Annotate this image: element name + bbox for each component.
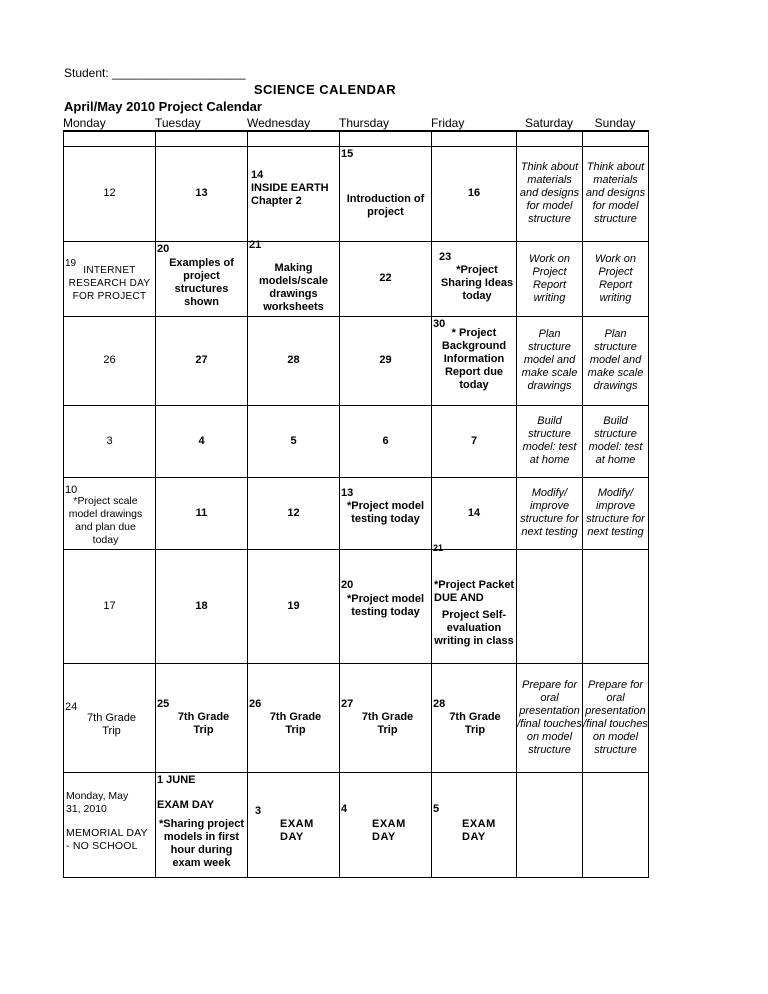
day-cell: 21 Making models/scale drawings worksheets	[248, 241, 340, 316]
day-cell: 26	[64, 316, 156, 405]
day-cell: 14 INSIDE EARTH Chapter 2	[248, 146, 340, 241]
weekend-note	[583, 772, 649, 877]
day-cell: 16	[432, 146, 517, 241]
weekend-note: Modify/ improve structure for next testing	[517, 477, 583, 549]
weekend-note	[583, 549, 649, 663]
weekend-note: Prepare for oral presentation /final touches on model structure	[517, 663, 583, 772]
weekend-note: Build structure model: test at home	[517, 405, 583, 477]
day-note: Examples of project structures shown	[169, 256, 234, 308]
day-note-2: MEMORIAL DAY - NO SCHOOL	[66, 826, 148, 852]
page-title: SCIENCE CALENDAR	[253, 82, 397, 97]
day-cell: 30 * Project Background Information Report due today	[432, 316, 517, 405]
day-cell: 28	[248, 316, 340, 405]
weekend-note: Think about materials and designs for model structure	[583, 146, 649, 241]
weekend-note: Plan structure model and make scale drawings	[583, 316, 649, 405]
calendar-grid	[63, 130, 649, 878]
day-cell: 7	[432, 405, 517, 477]
day-cell: 27	[156, 316, 248, 405]
day-cell: 23 *Project Sharing Ideas today	[432, 241, 517, 316]
student-name-line: Student: ____________________	[64, 66, 246, 80]
weekend-note	[517, 549, 583, 663]
day-note: INSIDE EARTH Chapter 2	[251, 181, 329, 207]
calendar-week-row	[64, 549, 649, 663]
day-note: Introduction of project	[346, 192, 425, 218]
day-note: * Project Background Information Report due today	[441, 326, 507, 391]
day-cell: 26 7th Grade Trip	[248, 663, 340, 772]
calendar-week-row	[64, 146, 649, 241]
day-cell: 18	[156, 549, 248, 663]
day-cell: 19	[248, 549, 340, 663]
day-cell: 20 Examples of project structures shown	[156, 241, 248, 316]
day-note-2: Project Self-evaluation writing in class	[434, 608, 514, 647]
day-cell: 1 JUNE EXAM DAY *Sharing project models in first hour during exam week	[156, 772, 248, 877]
day-note: 7th Grade Trip	[269, 710, 322, 736]
day-cell: 24 7th Grade Trip	[64, 663, 156, 772]
blank-header-row	[64, 131, 649, 146]
weekend-note: Work on Project Report writing	[583, 241, 649, 316]
day-note: Monday, May 31, 2010	[66, 789, 129, 815]
header-wednesday: Wednesday	[247, 116, 311, 130]
day-cell: 21 *Project Packet DUE AND Project Self-evaluation writing in class	[432, 549, 517, 663]
day-note: *Project model testing today	[346, 499, 425, 525]
day-cell: 13 *Project model testing today	[340, 477, 432, 549]
header-sunday: Sunday	[594, 116, 636, 130]
day-cell: 12	[248, 477, 340, 549]
header-thursday: Thursday	[339, 116, 390, 130]
header-tuesday: Tuesday	[155, 116, 201, 130]
day-note: 7th Grade Trip	[449, 710, 501, 736]
day-cell: 5	[248, 405, 340, 477]
day-cell	[64, 772, 156, 877]
day-note: *Project model testing today	[346, 592, 425, 618]
day-cell: 29	[340, 316, 432, 405]
day-cell: 13	[156, 146, 248, 241]
day-cell: 5 EXAM DAY	[432, 772, 517, 877]
day-note: Making models/scale drawings worksheets	[258, 261, 329, 313]
day-cell: 3	[64, 405, 156, 477]
calendar-week-row	[64, 663, 649, 772]
day-cell: 12	[64, 146, 156, 241]
weekend-note: Prepare for oral presentation /final touches on model structure	[583, 663, 649, 772]
day-note: *Project Sharing Ideas today	[440, 263, 514, 302]
weekend-note	[517, 772, 583, 877]
day-cell: 28 7th Grade Trip	[432, 663, 517, 772]
calendar-subtitle: April/May 2010 Project Calendar	[64, 99, 262, 114]
day-note: EXAM DAY	[462, 817, 496, 843]
calendar-week-row	[64, 477, 649, 549]
weekend-note: Think about materials and designs for model structure	[517, 146, 583, 241]
day-cell: 17	[64, 549, 156, 663]
weekend-note: Work on Project Report writing	[517, 241, 583, 316]
header-monday: Monday	[63, 116, 106, 130]
day-note: INTERNET RESEARCH DAY FOR PROJECT	[68, 265, 151, 302]
day-cell: 4	[156, 405, 248, 477]
day-cell: 11	[156, 477, 248, 549]
day-cell: 4 EXAM DAY	[340, 772, 432, 877]
day-cell: 3 EXAM DAY	[248, 772, 340, 877]
header-friday: Friday	[431, 116, 465, 130]
header-saturday: Saturday	[524, 116, 574, 130]
day-note: EXAM DAY	[372, 817, 406, 843]
day-cell: 19 INTERNET RESEARCH DAY FOR PROJECT	[64, 241, 156, 316]
day-note: 7th Grade Trip	[87, 711, 136, 737]
day-note: *Project Packet DUE AND	[434, 578, 515, 604]
calendar-week-row	[64, 241, 649, 316]
day-cell: 14	[432, 477, 517, 549]
day-note: *Project scale model drawings and plan due today	[68, 494, 143, 546]
calendar-week-row	[64, 405, 649, 477]
weekend-note: Build structure model: test at home	[583, 405, 649, 477]
calendar-week-row	[64, 772, 649, 877]
day-note: EXAM DAY	[280, 817, 314, 843]
day-cell: 10 *Project scale model drawings and plan due today	[64, 477, 156, 549]
day-cell: 6	[340, 405, 432, 477]
day-cell: 22	[340, 241, 432, 316]
day-note: 7th Grade Trip	[177, 710, 230, 736]
day-note: 7th Grade Trip	[361, 710, 414, 736]
day-note-2: *Sharing project models in first hour during exam week	[159, 817, 244, 869]
weekend-note: Plan structure model and make scale drawings	[517, 316, 583, 405]
day-cell: 15 Introduction of project	[340, 146, 432, 241]
day-cell: 20 *Project model testing today	[340, 549, 432, 663]
calendar-week-row	[64, 316, 649, 405]
weekend-note: Modify/ improve structure for next testing	[583, 477, 649, 549]
day-cell: 25 7th Grade Trip	[156, 663, 248, 772]
day-note: EXAM DAY	[157, 798, 215, 811]
day-cell: 27 7th Grade Trip	[340, 663, 432, 772]
